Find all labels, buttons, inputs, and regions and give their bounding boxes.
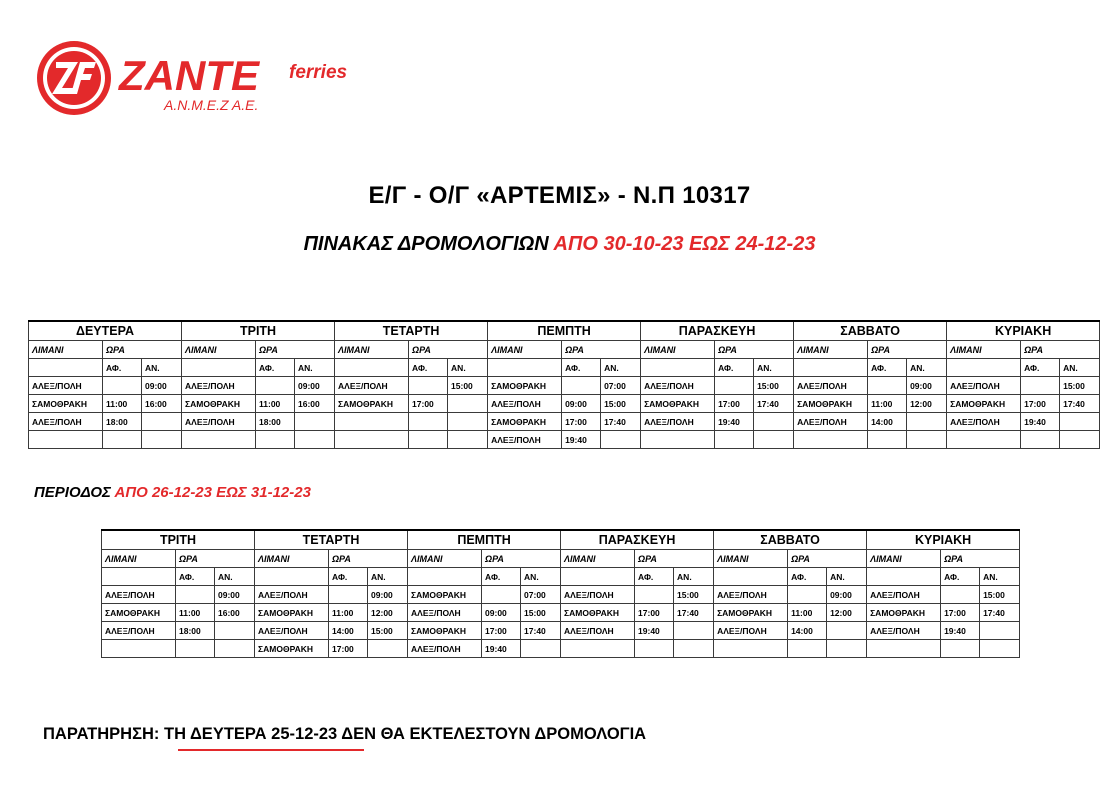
- port-cell: ΑΛΕΞ/ΠΟΛΗ: [408, 640, 482, 658]
- arrival-time-cell: 17:40: [1060, 395, 1100, 413]
- departure-time-cell: [176, 640, 215, 658]
- port-cell: [182, 431, 256, 449]
- departure-time-cell: 19:40: [715, 413, 754, 431]
- arrival-time-cell: [907, 431, 947, 449]
- port-cell: [867, 640, 941, 658]
- column-header-row: [102, 550, 1020, 568]
- empty-cell: [488, 359, 562, 377]
- arrival-time-cell: 12:00: [907, 395, 947, 413]
- port-header: ΛΙΜΑΝΙ: [714, 550, 788, 568]
- day-name: ΤΡΙΤΗ: [102, 530, 255, 550]
- departure-time-cell: 11:00: [256, 395, 295, 413]
- time-header: ΩΡΑ: [409, 341, 488, 359]
- arrival-time-cell: 12:00: [827, 604, 867, 622]
- logo-company: A.N.M.E.Z A.E.: [164, 97, 259, 113]
- departure-time-cell: [329, 586, 368, 604]
- day-name: ΤΕΤΑΡΤΗ: [335, 321, 488, 341]
- remark-text: ΔΕΝ ΘΑ ΕΚΤΕΛΕΣΤΟΥΝ ΔΡΟΜΟΛΟΓΙΑ: [337, 725, 647, 743]
- departure-time-cell: 09:00: [562, 395, 601, 413]
- departure-time-cell: [409, 431, 448, 449]
- table-row: [29, 395, 1100, 413]
- arrival-header: ΑΝ.: [754, 359, 794, 377]
- arrival-time-cell: 09:00: [295, 377, 335, 395]
- arrival-time-cell: [142, 413, 182, 431]
- port-cell: ΑΛΕΞ/ΠΟΛΗ: [29, 377, 103, 395]
- port-cell: [641, 431, 715, 449]
- departure-time-cell: 19:40: [482, 640, 521, 658]
- port-cell: ΑΛΕΞ/ΠΟΛΗ: [182, 377, 256, 395]
- port-header: ΛΙΜΑΝΙ: [794, 341, 868, 359]
- dep-arr-header-row: [102, 568, 1020, 586]
- port-cell: ΣΑΜΟΘΡΑΚΗ: [641, 395, 715, 413]
- port-cell: [102, 640, 176, 658]
- arrival-time-cell: 15:00: [448, 377, 488, 395]
- departure-time-cell: [409, 413, 448, 431]
- departure-time-cell: 19:40: [562, 431, 601, 449]
- arrival-time-cell: 15:00: [601, 395, 641, 413]
- departure-header: ΑΦ.: [562, 359, 601, 377]
- arrival-header: ΑΝ.: [907, 359, 947, 377]
- departure-time-cell: 18:00: [103, 413, 142, 431]
- departure-time-cell: [256, 377, 295, 395]
- port-cell: ΣΑΜΟΘΡΑΚΗ: [408, 586, 482, 604]
- port-header: ΛΙΜΑΝΙ: [255, 550, 329, 568]
- arrival-time-cell: 15:00: [980, 586, 1020, 604]
- period-date-range: ΑΠΟ 26-12-23 ΕΩΣ 31-12-23: [114, 484, 311, 501]
- departure-header: ΑΦ.: [482, 568, 521, 586]
- page-title: Ε/Γ - Ο/Γ «ΑΡΤΕΜΙΣ» - Ν.Π 10317: [368, 182, 751, 209]
- departure-time-cell: 17:00: [562, 413, 601, 431]
- port-header: ΛΙΜΑΝΙ: [947, 341, 1021, 359]
- day-name: ΤΕΤΑΡΤΗ: [255, 530, 408, 550]
- port-header: ΛΙΜΑΝΙ: [182, 341, 256, 359]
- arrival-time-cell: [674, 640, 714, 658]
- arrival-time-cell: 16:00: [142, 395, 182, 413]
- departure-time-cell: [868, 377, 907, 395]
- arrival-time-cell: 15:00: [674, 586, 714, 604]
- time-header: ΩΡΑ: [868, 341, 947, 359]
- arrival-time-cell: 15:00: [754, 377, 794, 395]
- port-cell: ΣΑΜΟΘΡΑΚΗ: [182, 395, 256, 413]
- port-cell: ΑΛΕΞ/ΠΟΛΗ: [408, 604, 482, 622]
- port-cell: ΣΑΜΟΘΡΑΚΗ: [255, 604, 329, 622]
- departure-time-cell: 19:40: [1021, 413, 1060, 431]
- port-cell: ΑΛΕΞ/ΠΟΛΗ: [102, 622, 176, 640]
- arrival-time-cell: 17:40: [980, 604, 1020, 622]
- arrival-time-cell: 09:00: [142, 377, 182, 395]
- port-cell: ΑΛΕΞ/ΠΟΛΗ: [867, 586, 941, 604]
- logo-brand: ZANTE: [119, 52, 259, 99]
- arrival-header: ΑΝ.: [368, 568, 408, 586]
- day-name: ΠΑΡΑΣΚΕΥΗ: [561, 530, 714, 550]
- arrival-time-cell: 07:00: [521, 586, 561, 604]
- table-row: [102, 622, 1020, 640]
- departure-time-cell: [715, 377, 754, 395]
- empty-cell: [29, 359, 103, 377]
- departure-time-cell: [1021, 377, 1060, 395]
- empty-cell: [641, 359, 715, 377]
- departure-time-cell: [635, 586, 674, 604]
- time-header: ΩΡΑ: [715, 341, 794, 359]
- table-row: [102, 604, 1020, 622]
- port-cell: ΑΛΕΞ/ΠΟΛΗ: [561, 586, 635, 604]
- port-cell: ΑΛΕΞ/ΠΟΛΗ: [335, 377, 409, 395]
- departure-time-cell: 09:00: [482, 604, 521, 622]
- port-cell: ΑΛΕΞ/ΠΟΛΗ: [794, 413, 868, 431]
- schedule-table-holiday: [101, 529, 1020, 658]
- arrival-time-cell: 09:00: [907, 377, 947, 395]
- port-cell: ΣΑΜΟΘΡΑΚΗ: [408, 622, 482, 640]
- departure-time-cell: 17:00: [329, 640, 368, 658]
- port-cell: ΑΛΕΞ/ΠΟΛΗ: [255, 586, 329, 604]
- port-cell: ΣΑΜΟΘΡΑΚΗ: [561, 604, 635, 622]
- departure-header: ΑΦ.: [788, 568, 827, 586]
- departure-header: ΑΦ.: [635, 568, 674, 586]
- port-header: ΛΙΜΑΝΙ: [488, 341, 562, 359]
- port-cell: [794, 431, 868, 449]
- port-cell: ΣΑΜΟΘΡΑΚΗ: [255, 640, 329, 658]
- departure-time-cell: 11:00: [176, 604, 215, 622]
- period-label-text: ΠΕΡΙΟΔΟΣ: [34, 484, 111, 501]
- departure-time-cell: [103, 377, 142, 395]
- arrival-time-cell: 15:00: [1060, 377, 1100, 395]
- time-header: ΩΡΑ: [635, 550, 714, 568]
- departure-time-cell: 18:00: [256, 413, 295, 431]
- port-cell: ΑΛΕΞ/ΠΟΛΗ: [641, 413, 715, 431]
- arrival-time-cell: 15:00: [521, 604, 561, 622]
- departure-time-cell: [562, 377, 601, 395]
- departure-time-cell: 14:00: [329, 622, 368, 640]
- port-cell: [29, 431, 103, 449]
- arrival-time-cell: [521, 640, 561, 658]
- departure-time-cell: 11:00: [329, 604, 368, 622]
- departure-time-cell: 14:00: [788, 622, 827, 640]
- arrival-time-cell: 09:00: [827, 586, 867, 604]
- time-header: ΩΡΑ: [256, 341, 335, 359]
- port-header: ΛΙΜΑΝΙ: [867, 550, 941, 568]
- day-name: ΔΕΥΤΕΡΑ: [29, 321, 182, 341]
- arrival-time-cell: [827, 622, 867, 640]
- day-name: ΣΑΒΒΑΤΟ: [794, 321, 947, 341]
- departure-time-cell: [941, 640, 980, 658]
- arrival-time-cell: 16:00: [295, 395, 335, 413]
- port-cell: ΣΑΜΟΘΡΑΚΗ: [794, 395, 868, 413]
- empty-cell: [947, 359, 1021, 377]
- departure-header: ΑΦ.: [409, 359, 448, 377]
- departure-time-cell: 11:00: [868, 395, 907, 413]
- time-header: ΩΡΑ: [176, 550, 255, 568]
- table-row: [29, 413, 1100, 431]
- time-header: ΩΡΑ: [788, 550, 867, 568]
- port-cell: ΑΛΕΞ/ΠΟΛΗ: [867, 622, 941, 640]
- departure-time-cell: [868, 431, 907, 449]
- logo-emblem-icon: [34, 40, 414, 120]
- port-cell: ΣΑΜΟΘΡΑΚΗ: [867, 604, 941, 622]
- departure-header: ΑΦ.: [941, 568, 980, 586]
- departure-time-cell: 11:00: [103, 395, 142, 413]
- empty-cell: [335, 359, 409, 377]
- table-row: [29, 431, 1100, 449]
- departure-time-cell: 17:00: [409, 395, 448, 413]
- subtitle-date-range: ΑΠΟ 30-10-23 ΕΩΣ 24-12-23: [553, 233, 816, 255]
- port-header: ΛΙΜΑΝΙ: [408, 550, 482, 568]
- port-cell: [335, 413, 409, 431]
- day-header-row: [102, 530, 1020, 550]
- empty-cell: [561, 568, 635, 586]
- arrival-time-cell: [368, 640, 408, 658]
- departure-time-cell: [788, 586, 827, 604]
- empty-cell: [255, 568, 329, 586]
- schedule-subtitle: [0, 233, 1119, 256]
- port-cell: ΑΛΕΞ/ΠΟΛΗ: [794, 377, 868, 395]
- schedule-table-main: [28, 320, 1100, 449]
- port-cell: ΣΑΜΟΘΡΑΚΗ: [102, 604, 176, 622]
- arrival-time-cell: [1060, 413, 1100, 431]
- departure-time-cell: [941, 586, 980, 604]
- departure-time-cell: 17:00: [635, 604, 674, 622]
- day-name: ΠΕΜΠΤΗ: [488, 321, 641, 341]
- port-cell: [947, 431, 1021, 449]
- arrival-time-cell: [1060, 431, 1100, 449]
- departure-time-cell: [1021, 431, 1060, 449]
- day-header-row: [29, 321, 1100, 341]
- arrival-time-cell: [980, 622, 1020, 640]
- departure-time-cell: 19:40: [635, 622, 674, 640]
- departure-time-cell: [409, 377, 448, 395]
- port-cell: ΑΛΕΞ/ΠΟΛΗ: [561, 622, 635, 640]
- table-row: [102, 586, 1020, 604]
- empty-cell: [867, 568, 941, 586]
- departure-time-cell: 11:00: [788, 604, 827, 622]
- zante-ferries-logo: [34, 40, 414, 120]
- port-cell: ΑΛΕΞ/ΠΟΛΗ: [714, 586, 788, 604]
- column-header-row: [29, 341, 1100, 359]
- departure-time-cell: [176, 586, 215, 604]
- time-header: ΩΡΑ: [1021, 341, 1100, 359]
- arrival-time-cell: [295, 431, 335, 449]
- arrival-time-cell: 09:00: [368, 586, 408, 604]
- port-header: ΛΙΜΑΝΙ: [335, 341, 409, 359]
- day-name: ΠΕΜΠΤΗ: [408, 530, 561, 550]
- arrival-time-cell: [448, 431, 488, 449]
- departure-header: ΑΦ.: [256, 359, 295, 377]
- departure-time-cell: 17:00: [482, 622, 521, 640]
- arrival-time-cell: [601, 431, 641, 449]
- arrival-time-cell: [907, 413, 947, 431]
- period-label: [34, 484, 311, 501]
- day-name: ΠΑΡΑΣΚΕΥΗ: [641, 321, 794, 341]
- port-cell: [561, 640, 635, 658]
- time-header: ΩΡΑ: [941, 550, 1020, 568]
- arrival-time-cell: 07:00: [601, 377, 641, 395]
- arrival-time-cell: [827, 640, 867, 658]
- arrival-header: ΑΝ.: [215, 568, 255, 586]
- departure-time-cell: [635, 640, 674, 658]
- departure-header: ΑΦ.: [103, 359, 142, 377]
- arrival-time-cell: 17:40: [601, 413, 641, 431]
- departure-time-cell: 18:00: [176, 622, 215, 640]
- arrival-time-cell: [142, 431, 182, 449]
- port-header: ΛΙΜΑΝΙ: [29, 341, 103, 359]
- arrival-time-cell: 09:00: [215, 586, 255, 604]
- departure-time-cell: 14:00: [868, 413, 907, 431]
- departure-header: ΑΦ.: [329, 568, 368, 586]
- arrival-time-cell: [674, 622, 714, 640]
- arrival-header: ΑΝ.: [295, 359, 335, 377]
- arrival-time-cell: [448, 413, 488, 431]
- arrival-time-cell: 12:00: [368, 604, 408, 622]
- time-header: ΩΡΑ: [103, 341, 182, 359]
- remark-date: ΤΗ ΔΕΥΤΕΡΑ 25-12-23: [163, 725, 338, 743]
- port-cell: ΑΛΕΞ/ΠΟΛΗ: [947, 413, 1021, 431]
- arrival-time-cell: 17:40: [521, 622, 561, 640]
- port-cell: ΣΑΜΟΘΡΑΚΗ: [29, 395, 103, 413]
- departure-time-cell: 17:00: [715, 395, 754, 413]
- empty-cell: [182, 359, 256, 377]
- port-cell: ΣΑΜΟΘΡΑΚΗ: [947, 395, 1021, 413]
- departure-header: ΑΦ.: [176, 568, 215, 586]
- arrival-header: ΑΝ.: [448, 359, 488, 377]
- day-name: ΣΑΒΒΑΤΟ: [714, 530, 867, 550]
- port-cell: ΑΛΕΞ/ΠΟΛΗ: [255, 622, 329, 640]
- port-cell: [335, 431, 409, 449]
- arrival-time-cell: [215, 622, 255, 640]
- departure-time-cell: [788, 640, 827, 658]
- time-header: ΩΡΑ: [329, 550, 408, 568]
- day-name: ΚΥΡΙΑΚΗ: [867, 530, 1020, 550]
- port-cell: ΣΑΜΟΘΡΑΚΗ: [335, 395, 409, 413]
- departure-time-cell: [715, 431, 754, 449]
- arrival-time-cell: [754, 413, 794, 431]
- port-cell: ΑΛΕΞ/ΠΟΛΗ: [947, 377, 1021, 395]
- arrival-header: ΑΝ.: [674, 568, 714, 586]
- table-row: [29, 377, 1100, 395]
- arrival-time-cell: 15:00: [368, 622, 408, 640]
- empty-cell: [408, 568, 482, 586]
- port-cell: ΣΑΜΟΘΡΑΚΗ: [488, 413, 562, 431]
- departure-time-cell: [103, 431, 142, 449]
- arrival-time-cell: 16:00: [215, 604, 255, 622]
- arrival-header: ΑΝ.: [827, 568, 867, 586]
- departure-header: ΑΦ.: [868, 359, 907, 377]
- port-cell: ΣΑΜΟΘΡΑΚΗ: [714, 604, 788, 622]
- arrival-time-cell: [980, 640, 1020, 658]
- port-cell: [714, 640, 788, 658]
- arrival-header: ΑΝ.: [521, 568, 561, 586]
- day-name: ΤΡΙΤΗ: [182, 321, 335, 341]
- port-header: ΛΙΜΑΝΙ: [561, 550, 635, 568]
- time-header: ΩΡΑ: [482, 550, 561, 568]
- logo-brand-suffix: ferries: [289, 62, 348, 83]
- arrival-time-cell: 17:40: [754, 395, 794, 413]
- departure-header: ΑΦ.: [715, 359, 754, 377]
- port-header: ΛΙΜΑΝΙ: [102, 550, 176, 568]
- port-cell: ΑΛΕΞ/ΠΟΛΗ: [714, 622, 788, 640]
- remark: [43, 725, 646, 744]
- arrival-time-cell: [295, 413, 335, 431]
- arrival-time-cell: [448, 395, 488, 413]
- port-cell: ΑΛΕΞ/ΠΟΛΗ: [641, 377, 715, 395]
- arrival-header: ΑΝ.: [601, 359, 641, 377]
- remark-prefix: ΠΑΡΑΤΗΡΗΣΗ:: [43, 725, 164, 743]
- empty-cell: [714, 568, 788, 586]
- arrival-header: ΑΝ.: [1060, 359, 1100, 377]
- remark-underline: [178, 749, 364, 751]
- time-header: ΩΡΑ: [562, 341, 641, 359]
- departure-header: ΑΦ.: [1021, 359, 1060, 377]
- empty-cell: [794, 359, 868, 377]
- port-cell: ΑΛΕΞ/ΠΟΛΗ: [182, 413, 256, 431]
- port-header: ΛΙΜΑΝΙ: [641, 341, 715, 359]
- port-cell: ΑΛΕΞ/ΠΟΛΗ: [488, 395, 562, 413]
- day-name: ΚΥΡΙΑΚΗ: [947, 321, 1100, 341]
- subtitle-label: ΠΙΝΑΚΑΣ ΔΡΟΜΟΛΟΓΙΩΝ: [303, 233, 549, 255]
- arrival-time-cell: [754, 431, 794, 449]
- port-cell: ΑΛΕΞ/ΠΟΛΗ: [102, 586, 176, 604]
- table-row: [102, 640, 1020, 658]
- port-cell: ΑΛΕΞ/ΠΟΛΗ: [29, 413, 103, 431]
- departure-time-cell: 17:00: [941, 604, 980, 622]
- arrival-header: ΑΝ.: [980, 568, 1020, 586]
- dep-arr-header-row: [29, 359, 1100, 377]
- arrival-time-cell: [215, 640, 255, 658]
- arrival-time-cell: 17:40: [674, 604, 714, 622]
- departure-time-cell: [482, 586, 521, 604]
- port-cell: ΣΑΜΟΘΡΑΚΗ: [488, 377, 562, 395]
- departure-time-cell: 19:40: [941, 622, 980, 640]
- departure-time-cell: [256, 431, 295, 449]
- departure-time-cell: 17:00: [1021, 395, 1060, 413]
- empty-cell: [102, 568, 176, 586]
- arrival-header: ΑΝ.: [142, 359, 182, 377]
- port-cell: ΑΛΕΞ/ΠΟΛΗ: [488, 431, 562, 449]
